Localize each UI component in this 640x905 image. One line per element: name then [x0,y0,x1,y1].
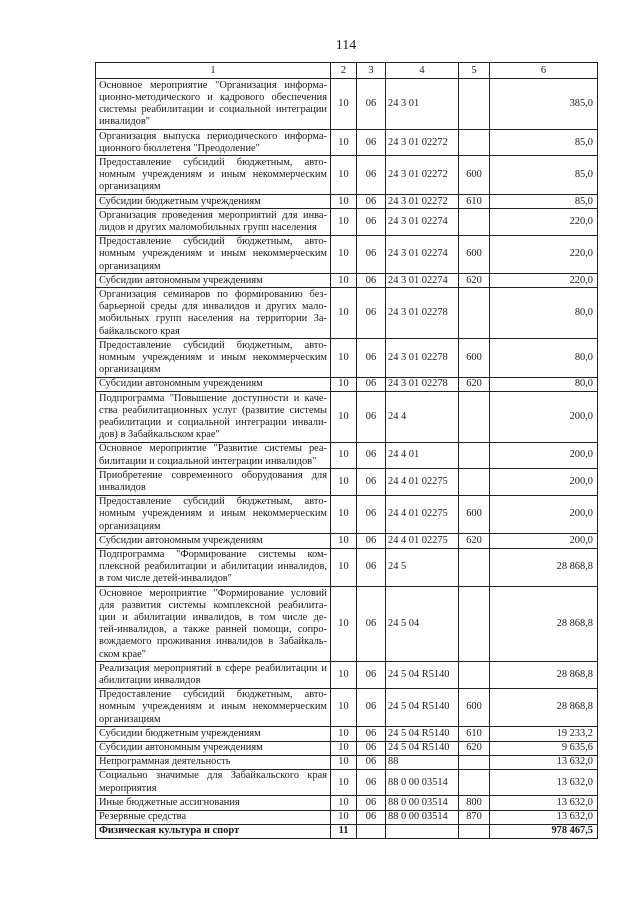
row-label [96,741,331,755]
row-label-line: Предоставление субсидий бюджетным, авто- [99,339,327,351]
row-label-line: плексной реабилитации и абилитации инвалидов, [99,561,327,573]
row-label-line: Субсидии автономным учреждениям [99,534,263,546]
expense-type-code [459,79,490,130]
expense-type-code: 600 [459,235,490,274]
target-article-code: 24 5 [386,548,459,587]
row-label-line: абилитации инвалидов [99,675,201,687]
row-label [96,755,331,769]
row-label-line: Резервные средства [99,811,187,823]
row-label [96,392,331,443]
subsection-code: 06 [357,587,386,662]
target-article-code: 24 3 01 02274 [386,274,459,288]
row-label-line: ции и абилитации инвалидов, в том числе де- [99,612,327,624]
row-label-line: Организация выпуска периодического информа- [99,130,327,142]
row-label-line: Организация семинаров по формированию без- [99,288,327,300]
row-label [96,727,331,741]
subsection-code: 06 [357,377,386,391]
table-row [96,392,598,443]
subsection-code: 06 [357,810,386,824]
expense-type-code: 620 [459,377,490,391]
expense-type-code [459,469,490,495]
subsection-code: 06 [357,688,386,727]
target-article-code: 24 3 01 02278 [386,288,459,339]
subsection-code: 06 [357,469,386,495]
section-code: 10 [331,442,357,468]
amount: 220,0 [490,209,598,235]
subsection-code: 06 [357,195,386,209]
row-label-line: номным учреждениям и иным некоммерческим [99,169,327,181]
amount: 385,0 [490,79,598,130]
row-label-line: Реализация мероприятий в сфере реабилитации и [99,662,327,674]
row-label [96,796,331,810]
amount: 9 635,6 [490,741,598,755]
row-label-line: билитации и социальной интеграции инвалидов" [99,455,317,467]
section-code: 10 [331,495,357,534]
row-label [96,209,331,235]
amount: 220,0 [490,235,598,274]
amount: 13 632,0 [490,769,598,795]
row-label-line: ства реабилитационных услуг (развитие системы [99,404,327,416]
subsection-code: 06 [357,769,386,795]
target-article-code: 24 5 04 R5140 [386,727,459,741]
row-label [96,469,331,495]
row-label [96,548,331,587]
row-label [96,534,331,548]
target-article-code: 24 3 01 02278 [386,339,459,378]
row-label-line: Субсидии автономным учреждениям [99,274,263,286]
row-label [96,195,331,209]
table-body [96,79,598,825]
total-row-label: Физическая культура и спорт [96,824,331,838]
expense-type-code: 610 [459,727,490,741]
section-code: 10 [331,469,357,495]
table-row [96,587,598,662]
expense-type-code: 600 [459,688,490,727]
row-label [96,288,331,339]
subsection-code: 06 [357,130,386,156]
row-label-line: Организация проведения мероприятий для инва- [99,209,327,221]
row-label-line: вождаемого проживания инвалидов в Забайкаль- [99,636,327,648]
target-article-code: 24 5 04 R5140 [386,741,459,755]
row-label [96,662,331,688]
subsection-code: 06 [357,662,386,688]
row-label-line: ском крае" [99,648,147,660]
target-article-code: 88 0 00 03514 [386,769,459,795]
expense-type-code: 620 [459,534,490,548]
row-label-line: инвалидов" [99,116,150,128]
target-article-code: 24 3 01 02278 [386,377,459,391]
expense-type-code: 620 [459,274,490,288]
section-code: 10 [331,810,357,824]
table-row [96,442,598,468]
row-label-line: Социально значимые для Забайкальского края [99,770,327,782]
section-code: 10 [331,662,357,688]
row-label-line: Основное мероприятие "Организация информа- [99,79,327,91]
section-code: 10 [331,534,357,548]
row-label-line: дов) в Забайкальском крае" [99,429,220,441]
target-article-code: 24 4 [386,392,459,443]
row-label-line: организациям [99,364,161,376]
row-label-line: номным учреждениям и иным некоммерческим [99,248,327,260]
section-code: 10 [331,769,357,795]
subsection-code: 06 [357,755,386,769]
row-label-line: для развития системы комплексной реабилита- [99,599,327,611]
table-row [96,235,598,274]
section-code: 10 [331,587,357,662]
subsection-code: 06 [357,274,386,288]
section-code: 10 [331,796,357,810]
expense-type-code [459,288,490,339]
row-label-line: лидов и других маломобильных групп населения [99,221,317,233]
target-article-code: 24 3 01 02272 [386,156,459,195]
section-code: 10 [331,130,357,156]
expense-type-code: 620 [459,741,490,755]
subsection-code: 06 [357,209,386,235]
column-number-header: 6 [490,63,598,79]
table-row [96,195,598,209]
row-label-line: Подпрограмма "Повышение доступности и каче- [99,392,327,404]
target-article-code: 24 3 01 [386,79,459,130]
target-article-code: 24 4 01 [386,442,459,468]
row-label-line: Субсидии автономным учреждениям [99,378,263,390]
table-row [96,755,598,769]
row-label-line: Субсидии автономным учреждениям [99,742,263,754]
subsection-code: 06 [357,235,386,274]
row-label [96,587,331,662]
amount: 220,0 [490,274,598,288]
amount: 200,0 [490,469,598,495]
amount: 13 632,0 [490,755,598,769]
subsection-code: 06 [357,392,386,443]
expense-type-code [459,662,490,688]
table-row [96,727,598,741]
subsection-code: 06 [357,548,386,587]
table-row [96,156,598,195]
expense-type-code: 800 [459,796,490,810]
expense-type-code: 870 [459,810,490,824]
amount: 13 632,0 [490,810,598,824]
row-label-line: организациям [99,181,161,193]
row-label-line: Подпрограмма "Формирование системы ком- [99,549,327,561]
amount: 200,0 [490,534,598,548]
row-label-line: Предоставление субсидий бюджетным, авто- [99,689,327,701]
table-row [96,769,598,795]
subsection-code: 06 [357,442,386,468]
row-label-line: Предоставление субсидий бюджетным, авто- [99,156,327,168]
amount: 28 868,8 [490,548,598,587]
total-row [96,824,598,838]
row-label [96,274,331,288]
row-label-line: инвалидов [99,482,146,493]
row-label-line: тей-инвалидов, а также ранней помощи, сопро- [99,624,327,636]
amount: 80,0 [490,288,598,339]
target-article-code: 88 0 00 03514 [386,810,459,824]
subsection-code: 06 [357,741,386,755]
section-code: 10 [331,209,357,235]
column-number-header: 5 [459,63,490,79]
subsection-code: 06 [357,156,386,195]
row-label [96,130,331,156]
row-label-line: Приобретение современного оборудования для [99,469,327,481]
row-label-line: Субсидии бюджетным учреждениям [99,727,261,739]
section-code: 10 [331,156,357,195]
target-article-code: 24 3 01 02274 [386,235,459,274]
section-code: 10 [331,339,357,378]
table-row [96,810,598,824]
budget-table [95,62,598,839]
table-header-group [96,63,598,79]
amount: 80,0 [490,339,598,378]
table-row [96,339,598,378]
amount: 85,0 [490,156,598,195]
target-article-code: 24 4 01 02275 [386,534,459,548]
expense-type-code [459,755,490,769]
row-label-line: Предоставление субсидий бюджетным, авто- [99,236,327,248]
section-code: 10 [331,741,357,755]
row-label-line: Основное мероприятие "Формирование условий [99,587,327,599]
section-code: 10 [331,755,357,769]
page-number: 114 [335,38,357,53]
row-label [96,339,331,378]
amount: 13 632,0 [490,796,598,810]
subsection-code: 06 [357,79,386,130]
subsection-code [357,824,386,838]
row-label-line: в том числе детей-инвалидов" [99,573,232,585]
subsection-code: 06 [357,288,386,339]
column-number-header: 2 [331,63,357,79]
target-article-code: 88 [386,755,459,769]
table-row [96,209,598,235]
section-code: 11 [331,824,357,838]
row-label-line: Предоставление субсидий бюджетным, авто- [99,496,327,508]
row-label [96,688,331,727]
amount: 19 233,2 [490,727,598,741]
table-row [96,469,598,495]
section-code: 10 [331,377,357,391]
expense-type-code: 600 [459,156,490,195]
row-label-line: номным учреждениям и иным некоммерческим [99,508,327,520]
expense-type-code [459,442,490,468]
table-row [96,688,598,727]
table-row [96,796,598,810]
section-code: 10 [331,548,357,587]
target-article-code: 24 4 01 02275 [386,495,459,534]
table-row [96,79,598,130]
subsection-code: 06 [357,339,386,378]
target-article-code: 24 3 01 02274 [386,209,459,235]
amount: 200,0 [490,442,598,468]
row-label [96,495,331,534]
section-code: 10 [331,288,357,339]
row-label-line: номным учреждениям и иным некоммерческим [99,351,327,363]
row-label [96,235,331,274]
amount: 978 467,5 [490,824,598,838]
column-number-header: 4 [386,63,459,79]
expense-type-code: 600 [459,495,490,534]
row-label-line: Иные бюджетные ассигнования [99,796,240,808]
table-total-group [96,824,598,838]
table-row [96,548,598,587]
expense-type-code [459,824,490,838]
section-code: 10 [331,235,357,274]
expense-type-code [459,769,490,795]
amount: 80,0 [490,377,598,391]
table-row [96,534,598,548]
row-label [96,769,331,795]
row-label-line: организациям [99,520,161,532]
column-number-header: 1 [96,63,331,79]
target-article-code: 24 5 04 R5140 [386,688,459,727]
amount: 28 868,8 [490,688,598,727]
target-article-code: 24 5 04 [386,587,459,662]
section-code: 10 [331,79,357,130]
target-article-code: 88 0 00 03514 [386,796,459,810]
row-label-line: реабилитации и социальной интеграции инвали- [99,416,327,428]
section-code: 10 [331,688,357,727]
row-label [96,442,331,468]
amount: 85,0 [490,130,598,156]
amount: 200,0 [490,495,598,534]
row-label-line: системы реабилитации и социальной интеграции [99,104,327,116]
subsection-code: 06 [357,796,386,810]
row-label-line: организациям [99,260,161,272]
amount: 28 868,8 [490,587,598,662]
row-label-line: организациям [99,713,161,725]
row-label [96,156,331,195]
row-label-line: байкальского края [99,325,180,337]
expense-type-code [459,209,490,235]
amount: 28 868,8 [490,662,598,688]
row-label-line: номным учреждениям и иным некоммерческим [99,701,327,713]
target-article-code: 24 3 01 02272 [386,130,459,156]
row-label [96,810,331,824]
row-label-line: барьерной среды для инвалидов и других мало- [99,301,327,313]
expense-type-code [459,130,490,156]
amount: 200,0 [490,392,598,443]
table-row [96,377,598,391]
section-code: 10 [331,195,357,209]
column-number-header: 3 [357,63,386,79]
expense-type-code: 610 [459,195,490,209]
subsection-code: 06 [357,727,386,741]
row-label-line: ционно-методического и кадрового обеспечения [99,91,327,103]
subsection-code: 06 [357,495,386,534]
section-code: 10 [331,392,357,443]
target-article-code: 24 5 04 R5140 [386,662,459,688]
expense-type-code [459,392,490,443]
row-label-line: мероприятия [99,782,157,794]
row-label-line: мобильных групп населения на территории За- [99,313,327,325]
table-row [96,741,598,755]
row-label-line: Основное мероприятие "Развитие системы реа- [99,443,327,455]
row-label-line: Непрограммная деятельность [99,756,231,768]
row-label-line: Субсидии бюджетным учреждениям [99,195,261,207]
table-row [96,662,598,688]
expense-type-code [459,587,490,662]
expense-type-code: 600 [459,339,490,378]
section-code: 10 [331,274,357,288]
section-code: 10 [331,727,357,741]
row-label-line: ционного бюллетеня "Преодоление" [99,142,260,154]
table-row [96,495,598,534]
expense-type-code [459,548,490,587]
subsection-code: 06 [357,534,386,548]
row-label [96,377,331,391]
table-row [96,130,598,156]
row-label [96,79,331,130]
table-row [96,274,598,288]
target-article-code: 24 3 01 02272 [386,195,459,209]
amount: 85,0 [490,195,598,209]
table-row [96,288,598,339]
table-header-row [96,63,598,79]
target-article-code: 24 4 01 02275 [386,469,459,495]
target-article-code [386,824,459,838]
